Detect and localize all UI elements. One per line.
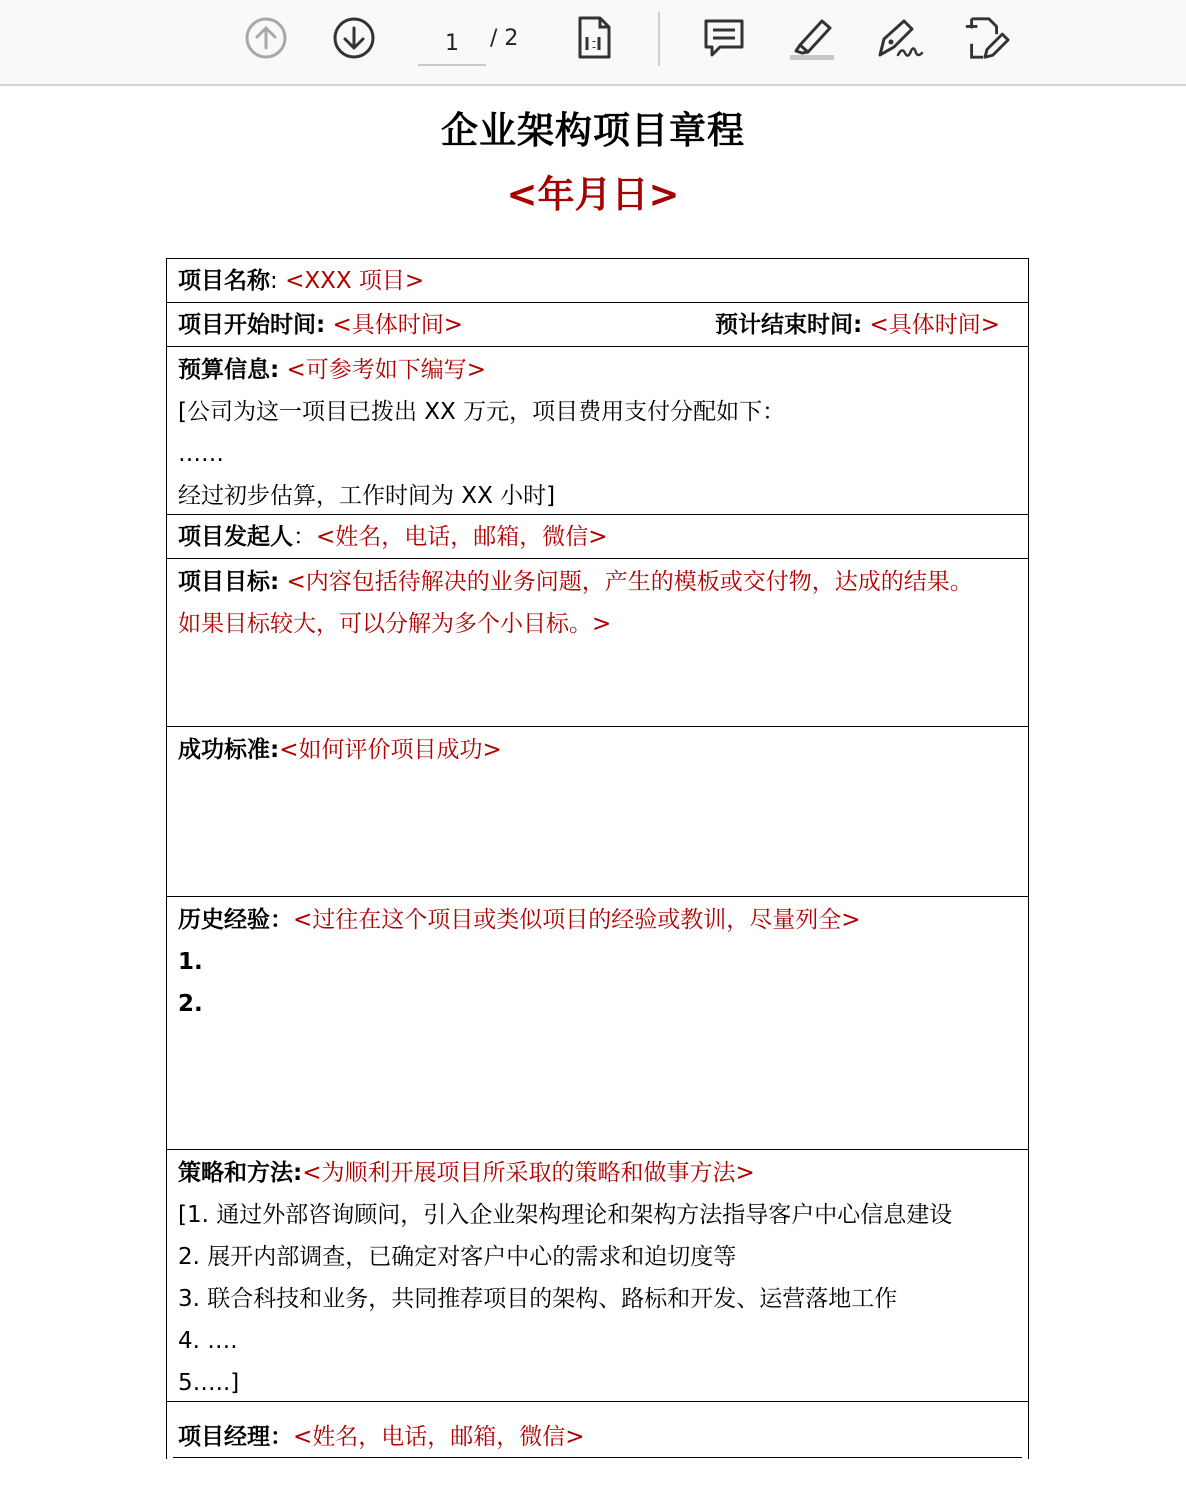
success-label: 成功标准: bbox=[178, 737, 280, 763]
start-time-value: <具体时间> bbox=[325, 312, 464, 338]
project-time-row bbox=[167, 303, 1028, 347]
strategy-line: 3. 联合科技和业务，共同推荐项目的架构、路标和开发、运营落地工作 bbox=[178, 1286, 898, 1312]
underline-divider bbox=[173, 1457, 1022, 1459]
budget-line: …… bbox=[178, 441, 224, 467]
history-row bbox=[167, 897, 1028, 1150]
sponsor-label: 项目发起人 bbox=[178, 524, 293, 550]
strategy-line: [1. 通过外部咨询顾问，引入企业架构理论和架构方法指导客户中心信息建设 bbox=[178, 1202, 953, 1228]
sign-button[interactable] bbox=[876, 14, 924, 62]
sponsor-value: <姓名，电话，邮箱，微信> bbox=[316, 524, 608, 550]
highlight-icon bbox=[788, 15, 836, 61]
comment-button[interactable] bbox=[700, 14, 748, 62]
strategy-line: 5…..] bbox=[178, 1370, 240, 1396]
history-label: 历史经验： bbox=[178, 907, 293, 933]
budget-line: [公司为这一项目已拨出 XX 万元，项目费用支付分配如下： bbox=[178, 399, 786, 425]
history-item: 2. bbox=[178, 991, 203, 1017]
project-name-row: 项目名称: <XXX 项目> bbox=[167, 259, 1028, 303]
project-name-value: <XXX 项目> bbox=[285, 268, 425, 294]
previous-page-button[interactable] bbox=[242, 14, 290, 62]
goal-label: 项目目标: bbox=[178, 569, 280, 595]
document-title: 企业架构项目章程 bbox=[441, 109, 745, 152]
manager-value: <姓名，电话，邮箱，微信> bbox=[293, 1424, 585, 1450]
comment-icon bbox=[702, 16, 746, 60]
goal-row bbox=[167, 559, 1028, 727]
history-item: 1. bbox=[178, 949, 203, 975]
history-value: <过往在这个项目或类似项目的经验或教训，尽量列全> bbox=[293, 907, 861, 933]
document-date: <年月日> bbox=[506, 173, 680, 216]
arrow-up-circle-icon bbox=[244, 16, 288, 60]
budget-row bbox=[167, 347, 1028, 515]
start-time-label: 项目开始时间: bbox=[178, 312, 326, 338]
goal-value-continued: 如果目标较大，可以分解为多个小目标。> bbox=[178, 611, 612, 637]
manager-label: 项目经理： bbox=[178, 1424, 293, 1450]
sponsor-row: 项目发起人：<姓名，电话，邮箱，微信> bbox=[167, 515, 1028, 559]
project-name-label: 项目名称 bbox=[178, 268, 270, 294]
strategy-value: <为顺利开展项目所采取的策略和做事方法> bbox=[302, 1160, 755, 1186]
page-number-input[interactable] bbox=[418, 22, 486, 66]
budget-line: 经过初步估算，工作时间为 XX 小时] bbox=[178, 483, 556, 509]
strategy-label: 策略和方法: bbox=[178, 1160, 303, 1186]
toolbar-divider bbox=[658, 12, 660, 66]
page-fit-icon bbox=[574, 15, 614, 61]
budget-label: 预算信息: bbox=[178, 357, 280, 383]
edit-document-icon bbox=[962, 14, 1010, 62]
edit-document-button[interactable] bbox=[962, 14, 1010, 62]
strategy-line: 2. 展开内部调查，已确定对客户中心的需求和迫切度等 bbox=[178, 1244, 737, 1270]
goal-value: <内容包括待解决的业务问题，产生的模板或交付物，达成的结果。 bbox=[279, 569, 973, 595]
page-total: / 2 bbox=[490, 26, 519, 51]
end-time-value: <具体时间> bbox=[862, 312, 1000, 338]
strategy-row bbox=[167, 1150, 1028, 1402]
next-page-button[interactable] bbox=[330, 14, 378, 62]
arrow-down-circle-icon bbox=[332, 16, 376, 60]
budget-value: <可参考如下编写> bbox=[279, 357, 487, 383]
highlight-button[interactable] bbox=[788, 14, 836, 62]
strategy-line: 4. …. bbox=[178, 1328, 238, 1354]
sign-icon bbox=[876, 15, 924, 61]
end-time-label: 预计结束时间: bbox=[714, 312, 863, 338]
page-fit-button[interactable] bbox=[570, 14, 618, 62]
project-charter-table bbox=[166, 258, 1029, 1459]
pdf-toolbar bbox=[0, 0, 1186, 86]
success-value: <如何评价项目成功> bbox=[279, 737, 502, 763]
success-criteria-row bbox=[167, 727, 1028, 897]
manager-row bbox=[167, 1402, 1028, 1460]
